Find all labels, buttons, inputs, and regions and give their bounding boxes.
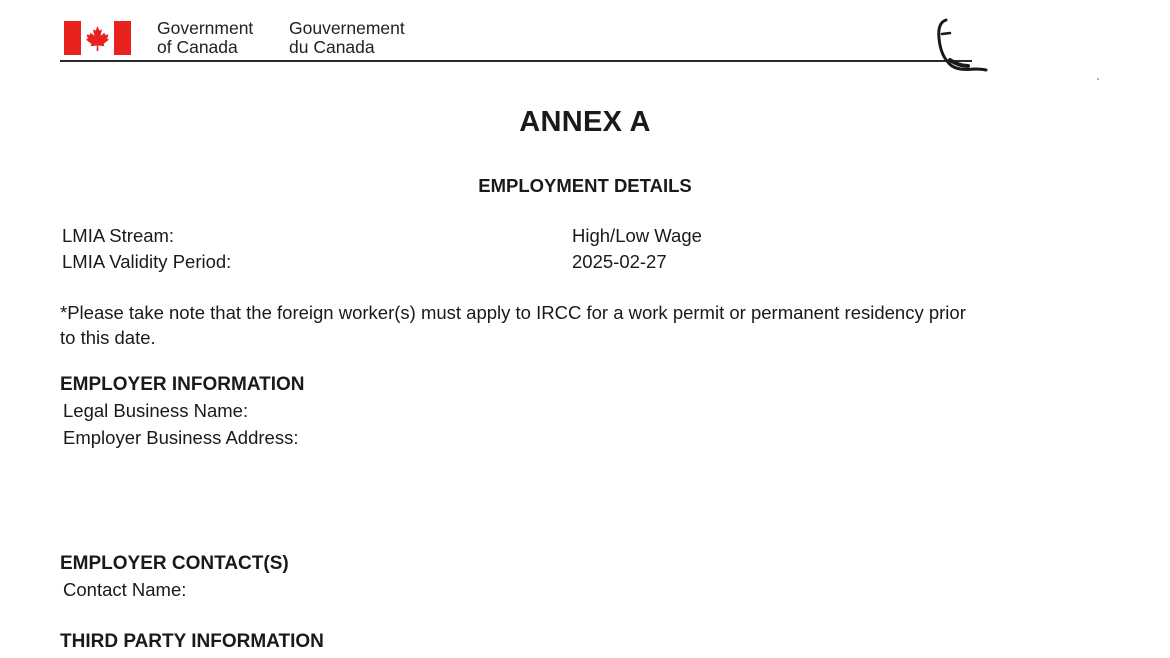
canada-flag-icon xyxy=(64,21,131,55)
lmia-stream-label: LMIA Stream: xyxy=(62,225,175,246)
employer-contacts-heading: EMPLOYER CONTACT(S) xyxy=(60,553,289,574)
employer-information-heading: EMPLOYER INFORMATION xyxy=(60,374,305,395)
government-of-canada-wordmark-fr xyxy=(289,19,405,57)
lmia-validity-value: 2025-02-27 xyxy=(572,251,667,272)
gov-en-line2: of Canada xyxy=(157,37,238,57)
section-subtitle: EMPLOYMENT DETAILS xyxy=(478,175,692,196)
gov-fr-line1: Gouvernement xyxy=(289,18,405,38)
scan-speck xyxy=(1097,78,1099,80)
contact-name-label: Contact Name: xyxy=(63,579,187,600)
handwritten-signature-mark xyxy=(928,14,990,74)
header-rule xyxy=(60,60,972,62)
employer-business-address-label: Employer Business Address: xyxy=(63,427,299,448)
page-title: ANNEX A xyxy=(519,106,651,138)
note-line-1: *Please take note that the foreign worker(s) must apply to IRCC for a work permit or permanent residency prior xyxy=(60,302,966,323)
lmia-stream-value: High/Low Wage xyxy=(572,225,702,246)
gov-fr-line2: du Canada xyxy=(289,37,375,57)
gov-en-line1: Government xyxy=(157,18,254,38)
note-line-2: to this date. xyxy=(60,327,156,348)
ircc-note xyxy=(60,300,1130,350)
legal-business-name-label: Legal Business Name: xyxy=(63,400,249,421)
lmia-validity-label: LMIA Validity Period: xyxy=(62,251,232,272)
government-of-canada-wordmark-en xyxy=(157,19,253,57)
third-party-information-heading: THIRD PARTY INFORMATION xyxy=(60,631,324,652)
